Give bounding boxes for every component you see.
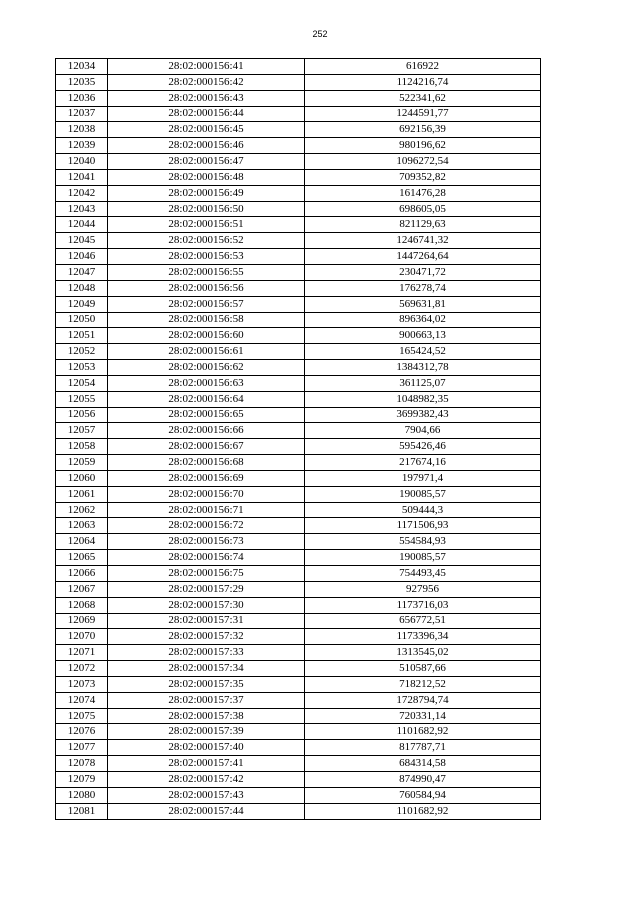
cadastral-value-table <box>55 58 541 820</box>
row-number-cell: 12038 <box>56 122 108 138</box>
cadastral-number-cell: 28:02:000156:72 <box>108 518 305 534</box>
cadastral-number-cell: 28:02:000156:75 <box>108 566 305 582</box>
table-row <box>56 138 541 154</box>
value-cell: 554584,93 <box>305 534 541 550</box>
row-number-cell: 12073 <box>56 676 108 692</box>
row-number-cell: 12065 <box>56 550 108 566</box>
value-cell: 1447264,64 <box>305 249 541 265</box>
row-number-cell: 12072 <box>56 661 108 677</box>
table-row <box>56 724 541 740</box>
cadastral-number-cell: 28:02:000156:49 <box>108 185 305 201</box>
value-cell: 217674,16 <box>305 455 541 471</box>
table-row <box>56 185 541 201</box>
cadastral-number-cell: 28:02:000157:43 <box>108 787 305 803</box>
cadastral-number-cell: 28:02:000156:61 <box>108 344 305 360</box>
value-cell: 874990,47 <box>305 771 541 787</box>
value-cell: 1173396,34 <box>305 629 541 645</box>
cadastral-number-cell: 28:02:000156:68 <box>108 455 305 471</box>
table-row <box>56 122 541 138</box>
cadastral-number-cell: 28:02:000156:74 <box>108 550 305 566</box>
row-number-cell: 12081 <box>56 803 108 819</box>
row-number-cell: 12057 <box>56 423 108 439</box>
cadastral-number-cell: 28:02:000156:43 <box>108 90 305 106</box>
row-number-cell: 12051 <box>56 328 108 344</box>
table-row <box>56 787 541 803</box>
cadastral-number-cell: 28:02:000157:37 <box>108 692 305 708</box>
row-number-cell: 12075 <box>56 708 108 724</box>
table-row <box>56 233 541 249</box>
row-number-cell: 12041 <box>56 169 108 185</box>
row-number-cell: 12036 <box>56 90 108 106</box>
table-row <box>56 296 541 312</box>
table-row <box>56 581 541 597</box>
value-cell: 1173716,03 <box>305 597 541 613</box>
cadastral-number-cell: 28:02:000157:44 <box>108 803 305 819</box>
row-number-cell: 12069 <box>56 613 108 629</box>
value-cell: 709352,82 <box>305 169 541 185</box>
cadastral-number-cell: 28:02:000157:31 <box>108 613 305 629</box>
value-cell: 1048982,35 <box>305 391 541 407</box>
table-row <box>56 566 541 582</box>
table-row <box>56 645 541 661</box>
value-cell: 569631,81 <box>305 296 541 312</box>
cadastral-number-cell: 28:02:000157:42 <box>108 771 305 787</box>
table-row <box>56 360 541 376</box>
cadastral-number-cell: 28:02:000157:38 <box>108 708 305 724</box>
value-cell: 1244591,77 <box>305 106 541 122</box>
row-number-cell: 12076 <box>56 724 108 740</box>
cadastral-number-cell: 28:02:000157:30 <box>108 597 305 613</box>
value-cell: 1313545,02 <box>305 645 541 661</box>
row-number-cell: 12056 <box>56 407 108 423</box>
row-number-cell: 12050 <box>56 312 108 328</box>
table-row <box>56 629 541 645</box>
table-row <box>56 756 541 772</box>
cadastral-number-cell: 28:02:000156:65 <box>108 407 305 423</box>
page-number: 252 <box>312 29 328 39</box>
table-row <box>56 74 541 90</box>
table-row <box>56 344 541 360</box>
table-row <box>56 312 541 328</box>
value-cell: 927956 <box>305 581 541 597</box>
table-row <box>56 597 541 613</box>
row-number-cell: 12066 <box>56 566 108 582</box>
table-row <box>56 502 541 518</box>
table-row <box>56 423 541 439</box>
value-cell: 1171506,93 <box>305 518 541 534</box>
cadastral-number-cell: 28:02:000156:42 <box>108 74 305 90</box>
table-row <box>56 803 541 819</box>
row-number-cell: 12044 <box>56 217 108 233</box>
cadastral-number-cell: 28:02:000156:48 <box>108 169 305 185</box>
cadastral-number-cell: 28:02:000156:46 <box>108 138 305 154</box>
table-row <box>56 470 541 486</box>
value-cell: 720331,14 <box>305 708 541 724</box>
value-cell: 698605,05 <box>305 201 541 217</box>
row-number-cell: 12049 <box>56 296 108 312</box>
row-number-cell: 12047 <box>56 264 108 280</box>
row-number-cell: 12068 <box>56 597 108 613</box>
value-cell: 692156,39 <box>305 122 541 138</box>
value-cell: 509444,3 <box>305 502 541 518</box>
row-number-cell: 12067 <box>56 581 108 597</box>
table-row <box>56 407 541 423</box>
row-number-cell: 12039 <box>56 138 108 154</box>
row-number-cell: 12079 <box>56 771 108 787</box>
value-cell: 176278,74 <box>305 280 541 296</box>
cadastral-number-cell: 28:02:000156:69 <box>108 470 305 486</box>
table-row <box>56 154 541 170</box>
table-row <box>56 613 541 629</box>
cadastral-number-cell: 28:02:000156:58 <box>108 312 305 328</box>
value-cell: 821129,63 <box>305 217 541 233</box>
value-cell: 510587,66 <box>305 661 541 677</box>
value-cell: 361125,07 <box>305 375 541 391</box>
row-number-cell: 12062 <box>56 502 108 518</box>
row-number-cell: 12070 <box>56 629 108 645</box>
table-row <box>56 280 541 296</box>
table-row <box>56 771 541 787</box>
row-number-cell: 12053 <box>56 360 108 376</box>
table-body <box>56 59 541 820</box>
value-cell: 896364,02 <box>305 312 541 328</box>
value-cell: 230471,72 <box>305 264 541 280</box>
cadastral-number-cell: 28:02:000157:33 <box>108 645 305 661</box>
value-cell: 1124216,74 <box>305 74 541 90</box>
row-number-cell: 12064 <box>56 534 108 550</box>
row-number-cell: 12037 <box>56 106 108 122</box>
cadastral-number-cell: 28:02:000157:41 <box>108 756 305 772</box>
cadastral-number-cell: 28:02:000156:64 <box>108 391 305 407</box>
table-row <box>56 676 541 692</box>
table-row <box>56 169 541 185</box>
cadastral-number-cell: 28:02:000156:73 <box>108 534 305 550</box>
cadastral-number-cell: 28:02:000156:66 <box>108 423 305 439</box>
table-row <box>56 375 541 391</box>
table-row <box>56 692 541 708</box>
row-number-cell: 12074 <box>56 692 108 708</box>
value-cell: 1101682,92 <box>305 803 541 819</box>
table-row <box>56 439 541 455</box>
cadastral-number-cell: 28:02:000156:71 <box>108 502 305 518</box>
table-row <box>56 201 541 217</box>
table-row <box>56 708 541 724</box>
table-row <box>56 59 541 75</box>
row-number-cell: 12055 <box>56 391 108 407</box>
value-cell: 1728794,74 <box>305 692 541 708</box>
row-number-cell: 12052 <box>56 344 108 360</box>
table-row <box>56 518 541 534</box>
value-cell: 165424,52 <box>305 344 541 360</box>
value-cell: 190085,57 <box>305 550 541 566</box>
cadastral-number-cell: 28:02:000156:56 <box>108 280 305 296</box>
value-cell: 161476,28 <box>305 185 541 201</box>
row-number-cell: 12040 <box>56 154 108 170</box>
cadastral-number-cell: 28:02:000157:34 <box>108 661 305 677</box>
table-row <box>56 391 541 407</box>
value-cell: 656772,51 <box>305 613 541 629</box>
value-cell: 900663,13 <box>305 328 541 344</box>
row-number-cell: 12071 <box>56 645 108 661</box>
row-number-cell: 12059 <box>56 455 108 471</box>
row-number-cell: 12077 <box>56 740 108 756</box>
table-row <box>56 740 541 756</box>
cadastral-number-cell: 28:02:000156:63 <box>108 375 305 391</box>
table-row <box>56 486 541 502</box>
row-number-cell: 12034 <box>56 59 108 75</box>
cadastral-number-cell: 28:02:000156:57 <box>108 296 305 312</box>
row-number-cell: 12063 <box>56 518 108 534</box>
cadastral-number-cell: 28:02:000156:47 <box>108 154 305 170</box>
value-cell: 197971,4 <box>305 470 541 486</box>
value-cell: 684314,58 <box>305 756 541 772</box>
cadastral-number-cell: 28:02:000157:29 <box>108 581 305 597</box>
cadastral-number-cell: 28:02:000156:53 <box>108 249 305 265</box>
value-cell: 754493,45 <box>305 566 541 582</box>
value-cell: 1101682,92 <box>305 724 541 740</box>
cadastral-number-cell: 28:02:000156:67 <box>108 439 305 455</box>
table-row <box>56 249 541 265</box>
cadastral-number-cell: 28:02:000156:41 <box>108 59 305 75</box>
cadastral-number-cell: 28:02:000156:70 <box>108 486 305 502</box>
table-row <box>56 661 541 677</box>
row-number-cell: 12042 <box>56 185 108 201</box>
cadastral-number-cell: 28:02:000157:40 <box>108 740 305 756</box>
table-row <box>56 534 541 550</box>
row-number-cell: 12048 <box>56 280 108 296</box>
cadastral-number-cell: 28:02:000157:35 <box>108 676 305 692</box>
cadastral-number-cell: 28:02:000156:44 <box>108 106 305 122</box>
table-row <box>56 217 541 233</box>
value-cell: 817787,71 <box>305 740 541 756</box>
row-number-cell: 12046 <box>56 249 108 265</box>
cadastral-number-cell: 28:02:000156:45 <box>108 122 305 138</box>
row-number-cell: 12035 <box>56 74 108 90</box>
table-row <box>56 455 541 471</box>
row-number-cell: 12054 <box>56 375 108 391</box>
table-row <box>56 328 541 344</box>
cadastral-number-cell: 28:02:000156:50 <box>108 201 305 217</box>
cadastral-number-cell: 28:02:000157:39 <box>108 724 305 740</box>
value-cell: 1384312,78 <box>305 360 541 376</box>
value-cell: 718212,52 <box>305 676 541 692</box>
row-number-cell: 12043 <box>56 201 108 217</box>
cadastral-number-cell: 28:02:000156:55 <box>108 264 305 280</box>
cadastral-number-cell: 28:02:000156:52 <box>108 233 305 249</box>
cadastral-number-cell: 28:02:000157:32 <box>108 629 305 645</box>
value-cell: 190085,57 <box>305 486 541 502</box>
value-cell: 1096272,54 <box>305 154 541 170</box>
table-row <box>56 550 541 566</box>
cadastral-number-cell: 28:02:000156:51 <box>108 217 305 233</box>
value-cell: 980196,62 <box>305 138 541 154</box>
value-cell: 616922 <box>305 59 541 75</box>
value-cell: 1246741,32 <box>305 233 541 249</box>
value-cell: 3699382,43 <box>305 407 541 423</box>
value-cell: 522341,62 <box>305 90 541 106</box>
table-row <box>56 90 541 106</box>
table-row <box>56 106 541 122</box>
value-cell: 7904,66 <box>305 423 541 439</box>
row-number-cell: 12045 <box>56 233 108 249</box>
row-number-cell: 12078 <box>56 756 108 772</box>
row-number-cell: 12060 <box>56 470 108 486</box>
row-number-cell: 12058 <box>56 439 108 455</box>
cadastral-number-cell: 28:02:000156:60 <box>108 328 305 344</box>
row-number-cell: 12080 <box>56 787 108 803</box>
cadastral-number-cell: 28:02:000156:62 <box>108 360 305 376</box>
value-cell: 595426,46 <box>305 439 541 455</box>
row-number-cell: 12061 <box>56 486 108 502</box>
value-cell: 760584,94 <box>305 787 541 803</box>
table-row <box>56 264 541 280</box>
